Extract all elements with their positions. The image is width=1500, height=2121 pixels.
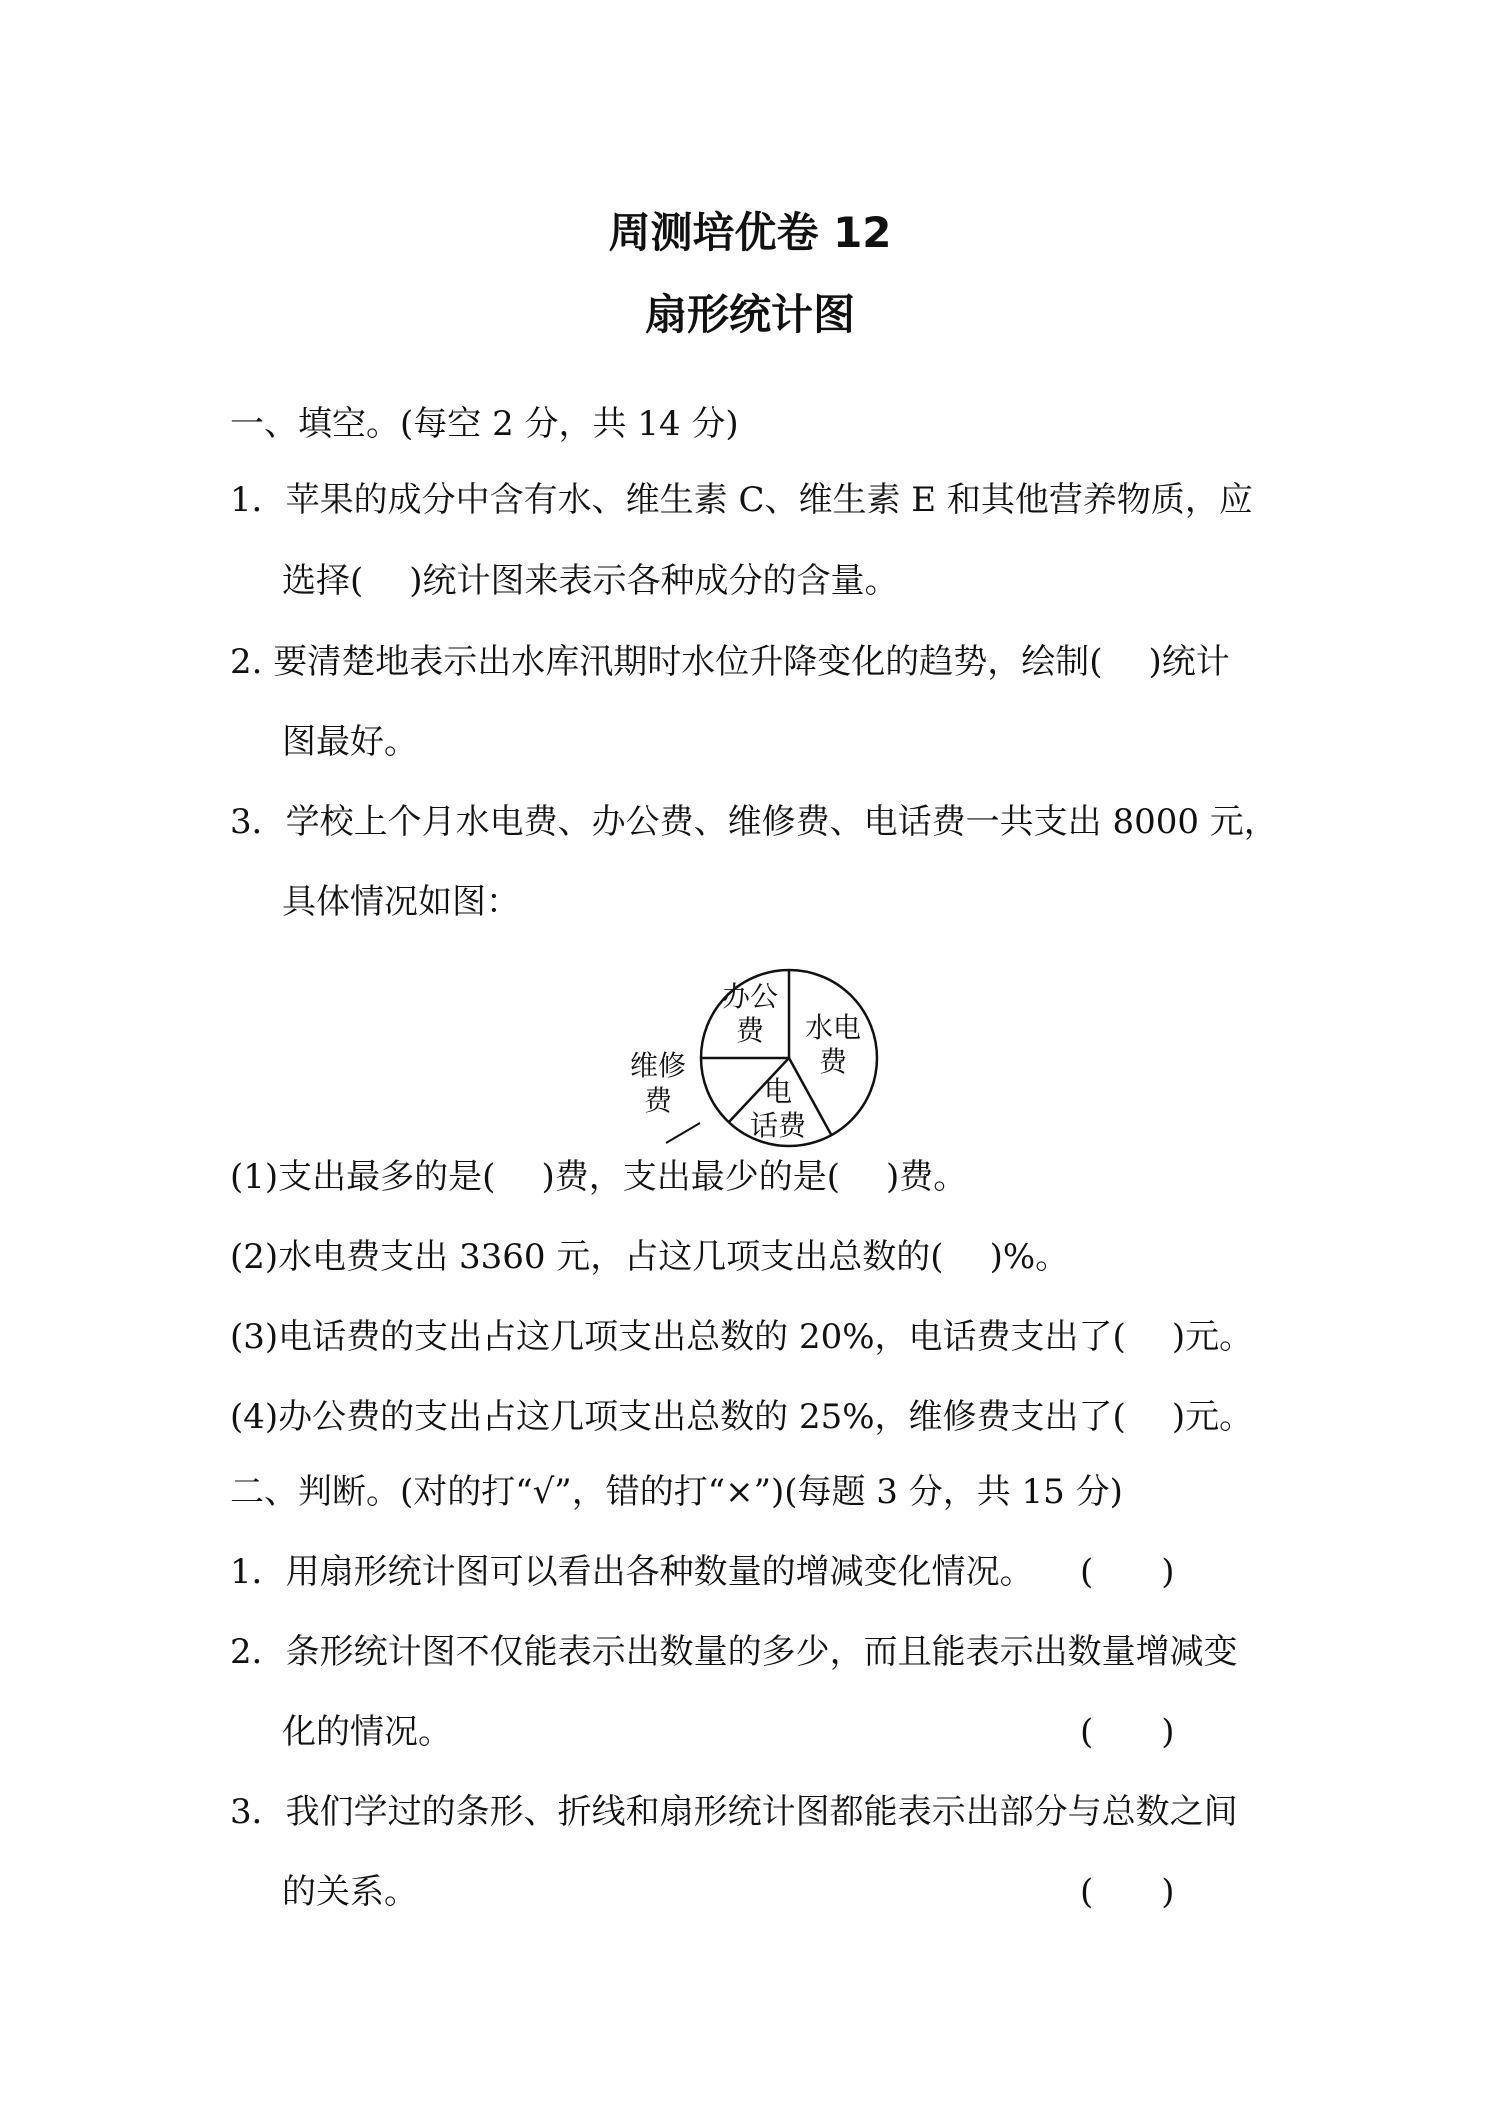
sub4-text-a: (4)办公费的支出占这几项支出总数的 25%，维修费支出了(	[230, 1397, 1126, 1437]
pie-label-dianhua-1: 电	[763, 1075, 793, 1108]
page-title: 周测培优卷 12	[608, 208, 892, 257]
weixiu-leader-line	[666, 1123, 700, 1143]
question2-text-b: )统计	[1148, 642, 1230, 682]
question2-text-a: 2. 要清楚地表示出水库汛期时水位升降变化的趋势，绘制(	[230, 642, 1103, 682]
pie-label-bangong-1: 办公	[721, 980, 779, 1013]
judge3-answer-parens[interactable]: ( )	[1080, 1872, 1175, 1912]
sub2-text-a: (2)水电费支出 3360 元，占这几项支出总数的(	[230, 1237, 944, 1277]
question3-sub4	[230, 1395, 1253, 1439]
question3-line1: 3．学校上个月水电费、办公费、维修费、电话费一共支出 8000 元，	[230, 802, 1278, 842]
sub4-text-b: )元。	[1171, 1397, 1254, 1437]
judge2-line2: 化的情况。	[282, 1712, 452, 1752]
question3-sub1	[230, 1155, 967, 1199]
page-subtitle: 扇形统计图	[644, 290, 855, 339]
pie-label-shuidian-2: 费	[818, 1045, 848, 1078]
sub1-text-a: (1)支出最多的是(	[230, 1157, 496, 1197]
judge1-text: 1．用扇形统计图可以看出各种数量的增减变化情况。	[230, 1552, 1034, 1592]
pie-label-weixiu-2: 费	[643, 1084, 673, 1117]
sub3-text-a: (3)电话费的支出占这几项支出总数的 20%，电话费支出了(	[230, 1317, 1126, 1357]
question3-sub2	[230, 1235, 1069, 1279]
expense-pie-chart	[620, 955, 940, 1155]
question3-line2: 具体情况如图：	[282, 882, 520, 922]
sub2-text-b: )%。	[989, 1237, 1070, 1277]
judge2-line1: 2．条形统计图不仅能表示出数量的多少，而且能表示出数量增减变	[230, 1632, 1238, 1672]
question3-sub3	[230, 1315, 1253, 1359]
question2-line2: 图最好。	[282, 722, 418, 762]
section1-heading: 一、填空。(每空 2 分，共 14 分)	[230, 404, 739, 444]
question1-text-b: )统计图来表示各种成分的含量。	[409, 561, 899, 601]
pie-label-bangong-2: 费	[735, 1014, 765, 1047]
pie-label-dianhua-2: 话费	[749, 1109, 807, 1142]
sub1-text-b: )费，支出最少的是(	[541, 1157, 840, 1197]
pie-label-shuidian-1: 水电	[804, 1011, 862, 1044]
judge3-line1: 3．我们学过的条形、折线和扇形统计图都能表示出部分与总数之间	[230, 1792, 1238, 1832]
question1-line2	[282, 559, 899, 603]
judge2-answer-parens[interactable]: ( )	[1080, 1712, 1175, 1752]
pie-label-weixiu-1: 维修	[629, 1049, 687, 1082]
sub3-text-b: )元。	[1171, 1317, 1254, 1357]
sub1-text-c: )费。	[885, 1157, 968, 1197]
question1-line1: 1．苹果的成分中含有水、维生素 C、维生素 E 和其他营养物质，应	[230, 480, 1253, 520]
judge3-line2: 的关系。	[282, 1872, 418, 1912]
question1-text-a: 选择(	[282, 561, 364, 601]
judge1-answer-parens[interactable]: ( )	[1080, 1552, 1175, 1592]
question2-line1	[230, 640, 1230, 684]
section2-heading: 二、判断。(对的打“√”，错的打“×”)(每题 3 分，共 15 分)	[230, 1472, 1123, 1512]
